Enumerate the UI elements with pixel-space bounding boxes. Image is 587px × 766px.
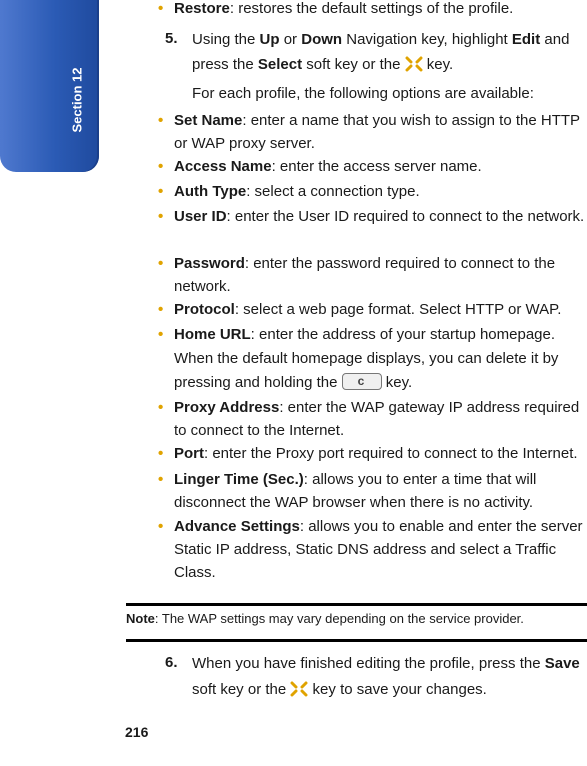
note-bottom-rule — [126, 639, 587, 642]
option-password: • Password: enter the password required to connect to the network. — [174, 252, 586, 298]
option-protocol: • Protocol: select a web page format. Select HTTP or WAP. — [174, 298, 586, 321]
bullet-icon: • — [158, 112, 164, 129]
bullet-icon: • — [158, 183, 164, 200]
bullet-icon: • — [158, 158, 164, 175]
option-linger-time: • Linger Time (Sec.): allows you to enter a time that will disconnect the WAP browser when there is no activity. — [174, 468, 586, 514]
option-term: Restore — [174, 0, 230, 17]
clear-key-icon: c — [342, 373, 382, 390]
bullet-icon: • — [158, 208, 164, 225]
bullet-icon: • — [158, 326, 164, 343]
option-access-name: • Access Name: enter the access server name. — [174, 155, 586, 178]
step-text: When you have finished editing the profile, press the Save soft key or the key to save your changes. — [192, 655, 580, 698]
option-proxy-address: • Proxy Address: enter the WAP gateway IP address required to connect to the Internet. — [174, 396, 586, 442]
option-home-url: • Home URL: enter the address of your startup homepage. When the default homepage displays, you can delete it by pressing and holding the c key. — [174, 323, 586, 395]
bullet-icon: • — [158, 255, 164, 272]
note-text: : The WAP settings may vary depending on the service provider. — [154, 611, 524, 626]
section-tab-label: Section 12 — [69, 67, 85, 133]
bullet-icon: • — [158, 518, 164, 535]
option-advance-settings: • Advance Settings: allows you to enable and enter the server Static IP address, Static DNS address and select a Traffic Class. — [174, 515, 586, 584]
bullet-icon: • — [158, 301, 164, 318]
bullet-icon: • — [158, 445, 164, 462]
note — [126, 609, 524, 629]
ok-key-icon — [290, 681, 308, 697]
ok-key-icon — [405, 56, 423, 72]
option-user-id: • User ID: enter the User ID required to connect to the network. — [174, 205, 586, 228]
option-set-name: • Set Name: enter a name that you wish to assign to the HTTP or WAP proxy server. — [174, 109, 586, 155]
step-text: Using the Up or Down Navigation key, highlight Edit and press the Select soft key or the key. — [192, 31, 570, 73]
option-restore — [158, 0, 586, 20]
bullet-icon: • — [158, 0, 164, 17]
step-number: 6. — [165, 654, 178, 671]
section-tab — [0, 0, 99, 172]
step-number: 5. — [165, 30, 178, 47]
page-number: 216 — [125, 724, 149, 740]
option-port: • Port: enter the Proxy port required to connect to the Internet. — [174, 442, 587, 465]
step-para: For each profile, the following options are available: — [192, 85, 534, 102]
bullet-icon: • — [158, 399, 164, 416]
bullet-icon: • — [158, 471, 164, 488]
note-label: Note — [126, 611, 155, 626]
note-top-rule — [126, 603, 587, 606]
option-auth-type: • Auth Type: select a connection type. — [174, 180, 586, 203]
option-desc: : restores the default settings of the profile. — [229, 0, 514, 17]
